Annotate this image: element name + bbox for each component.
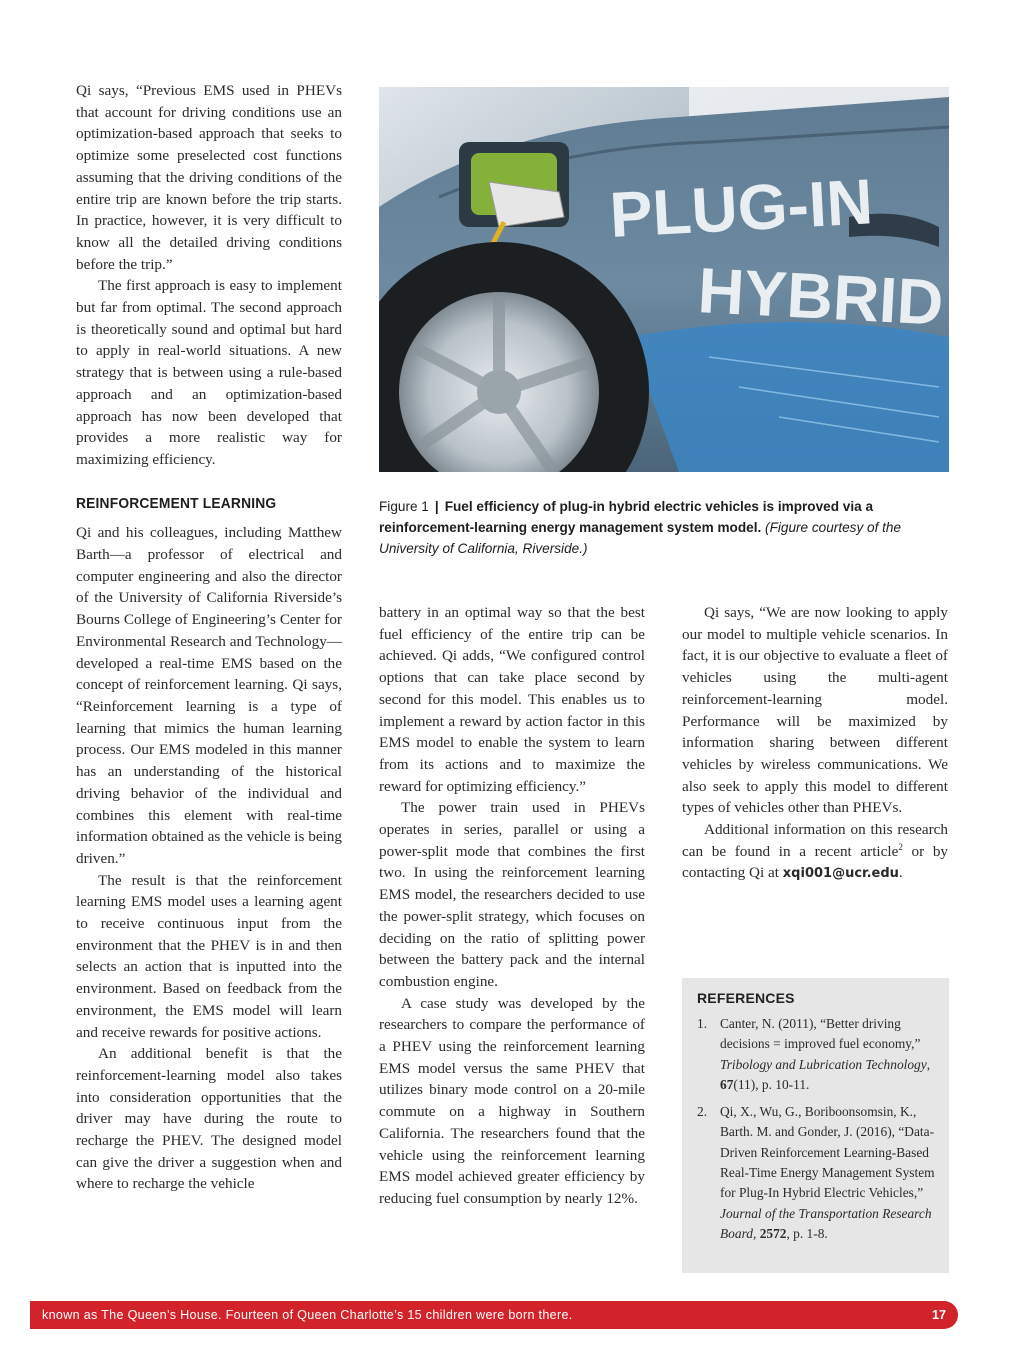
references-list bbox=[697, 1014, 937, 1251]
article-column-3 bbox=[682, 602, 948, 885]
paragraph: The power train used in PHEVs operates in series, parallel or using a power-split mode that combines the first two. In using the reinforcement learning EMS model, the researchers decided to use the power-split strategy, which focuses on deciding on the ratio of splitting power between the battery pack and the internal combustion engine. bbox=[379, 799, 645, 990]
paragraph: battery in an optimal way so that the best fuel efficiency of the entire trip can be achieved. Qi adds, “We configured control options that can take place second by second for this model. This enables us to implement a reward by action factor in this EMS model to enable the system to learn from its actions and to maximize the reward for optimizing efficiency.” bbox=[379, 604, 645, 795]
page-number: 17 bbox=[931, 1308, 946, 1322]
references-title: REFERENCES bbox=[697, 990, 795, 1006]
email-link[interactable]: xqi001@ucr.edu bbox=[782, 866, 899, 882]
reference-item bbox=[697, 1102, 937, 1244]
paragraph-text: . bbox=[898, 864, 903, 882]
paragraph: The result is that the reinforcement learning EMS model uses a learning agent to receive continuous input from the environment that the PHEV is in and then selects an action that is inputted into the environment. Based on feedback from the environment, the EMS model will learn and receive rewards for positive actions. bbox=[76, 871, 342, 1041]
figure-label: Figure 1 bbox=[379, 499, 429, 514]
section-heading: REINFORCEMENT LEARNING bbox=[76, 494, 277, 512]
caption-bold: Fuel efficiency of plug-in hybrid electric vehicles is improved via a reinforcement-learning energy management system model. bbox=[379, 499, 874, 535]
reference-volume: 67 bbox=[720, 1076, 734, 1092]
paragraph: A case study was developed by the researchers to compare the performance of a PHEV using the reinforcement learning EMS model versus the same PHEV that utilizes binary mode control on a 20-mile commute on a highway in Southern California. The researchers found that the vehicle using the reinforcement learning EMS model achieved greater efficiency by reducing fuel consumption by nearly 12%. bbox=[379, 994, 645, 1207]
article-column-1 bbox=[76, 80, 342, 1195]
reference-journal: Journal of the Transportation Research Board bbox=[720, 1205, 932, 1241]
reference-volume: 2572 bbox=[759, 1225, 787, 1241]
citation-superscript: 2 bbox=[898, 841, 903, 852]
reference-text: , bbox=[926, 1056, 931, 1072]
reference-text: (11), p. 10-11. bbox=[733, 1076, 810, 1092]
footer-text: known as The Queen’s House. Fourteen of Queen Charlotte’s 15 children were born there. bbox=[42, 1308, 573, 1322]
reference-item bbox=[697, 1014, 937, 1095]
photo-text-hybrid: HYBRID bbox=[696, 254, 946, 339]
article-column-2 bbox=[379, 602, 645, 1210]
plug-in-hybrid-photo bbox=[379, 87, 949, 472]
car-illustration bbox=[379, 87, 949, 472]
paragraph: The first approach is easy to implement but far from optimal. The second approach is theoretically sound and optimal but hard to apply in real-world situations. A new strategy that is between using a rule-based approach and an optimization-based approach has now been developed that provides a more realistic way for maximizing efficiency. bbox=[76, 277, 342, 468]
references-box bbox=[682, 978, 949, 1273]
figure-caption bbox=[379, 496, 949, 559]
reference-number: 2. bbox=[697, 1104, 708, 1120]
paragraph-text: or by contacting Qi at bbox=[682, 842, 949, 882]
paragraph: An additional benefit is that the reinforcement-learning model also takes into consideration opportunities that the driver may have during the route to recharge the PHEV. The designed model can give the driver a suggestion when and where to recharge the vehicle bbox=[76, 1045, 342, 1193]
caption-credit: (Figure courtesy of the University of California, Riverside.) bbox=[379, 520, 902, 556]
paragraph-text: Additional information on this research can be found in a recent article bbox=[682, 821, 948, 860]
paragraph: Qi says, “We are now looking to apply our model to multiple vehicle scenarios. In fact, it is our objective to evaluate a fleet of vehicles using the multi-agent reinforcement-learning model. Performance will be maximized by information sharing between different vehicles by wireless communications. We also seek to apply this model to different types of vehicles other than PHEVs. bbox=[682, 604, 948, 817]
paragraph: Qi and his colleagues, including Matthew Barth—a professor of electrical and computer engineering and also the director of the University of California Riverside’s Bourns College of Engineering’s Center for Environmental Research and Technology—developed a real-time EMS based on the concept of reinforcement learning. Qi says, “Reinforcement learning is a type of learning that mimics the human learning process. Our EMS modeled in this manner has an understanding of the historical driving behavior of the individual and combines this element with real-time information obtained as the vehicle is being driven.” bbox=[76, 524, 342, 867]
photo-text-plug-in: PLUG-IN bbox=[607, 165, 875, 251]
reference-text: Canter, N. (2011), “Better driving decisions = improved fuel economy,” bbox=[720, 1016, 921, 1052]
paragraph bbox=[682, 819, 948, 885]
reference-number: 1. bbox=[697, 1016, 708, 1031]
reference-text: Qi, X., Wu, G., Boriboonsomsin, K., Barth. M. and Gonder, J. (2016), “Data-Driven Reinforcement Learning-Based Real-Time Energy Management System for Plug-In Hybrid Electric Vehicles,” bbox=[720, 1104, 935, 1201]
reference-text: , bbox=[752, 1225, 760, 1241]
caption-separator: | bbox=[434, 499, 439, 514]
footer-bar bbox=[30, 1301, 958, 1329]
paragraph: Qi says, “Previous EMS used in PHEVs that account for driving conditions use an optimization-based approach that seeks to optimize some preselected cost functions assuming that the driving conditions of the entire trip are known before the trip starts. In practice, however, it is very difficult to know all the detailed driving conditions before the trip.” bbox=[76, 82, 342, 273]
reference-journal: Tribology and Lubrication Technology bbox=[720, 1056, 927, 1072]
reference-text: , p. 1-8. bbox=[786, 1225, 828, 1241]
